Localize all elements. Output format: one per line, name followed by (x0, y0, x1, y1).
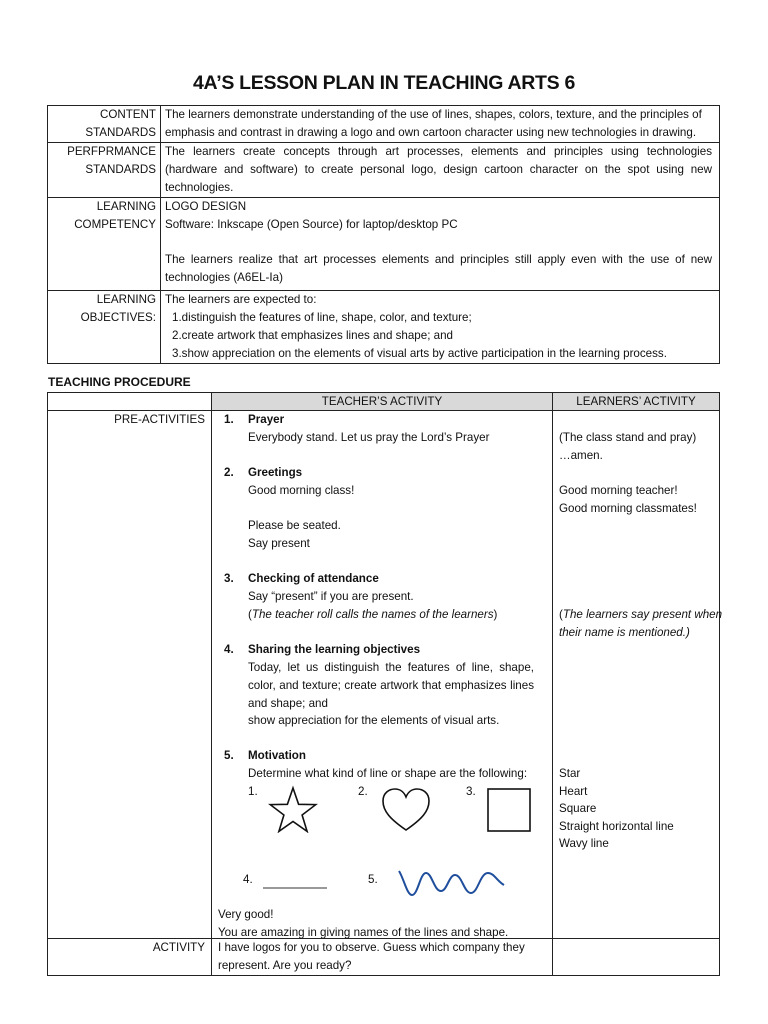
text-line: The learners are expected to: (165, 293, 317, 306)
objective-item: 1.distinguish the features of line, shape, color, and texture; (172, 311, 472, 324)
learning-competency-text (161, 198, 720, 291)
learning-competency-row (48, 198, 720, 291)
learning-objectives-row (48, 291, 720, 364)
step-number: 2. (224, 466, 234, 479)
label-line: OBJECTIVES: (80, 311, 156, 324)
text-line: LOGO DESIGN (165, 200, 247, 213)
teacher-line: Please be seated. (248, 519, 341, 532)
step-number: 1. (224, 413, 234, 426)
teacher-line: Say present (248, 537, 310, 550)
text-line: Software: Inkscape (Open Source) for laptop/desktop PC (165, 218, 458, 231)
section-title: TEACHING PROCEDURE (48, 375, 191, 389)
activity-row (48, 939, 720, 976)
answer-item: Square (559, 802, 597, 815)
text-line: The learners demonstrate understanding of the use of lines, shapes, colors, texture, and the principles of (165, 108, 702, 121)
label-line: LEARNING (96, 293, 156, 306)
label-line: LEARNING (96, 200, 156, 213)
shape-number: 1. (248, 785, 258, 798)
teacher-line: I have logos for you to observe. Guess which company they (218, 941, 525, 954)
pre-activities-teacher (212, 411, 553, 939)
text-line: technologies. (165, 181, 234, 194)
learner-line: …amen. (559, 449, 603, 462)
performance-standards-row (48, 143, 720, 198)
text-line: The learners create concepts through art processes, elements and principles using technologies (165, 145, 712, 158)
learning-competency-label (48, 198, 161, 291)
pre-activities-label: PRE-ACTIVITIES (48, 411, 212, 939)
label-line: PERFPRMANCE (67, 145, 156, 158)
label-line: STANDARDS (85, 163, 156, 176)
label-line: CONTENT (99, 108, 156, 121)
teacher-line: Today, let us distinguish the features of line, shape, (248, 661, 534, 674)
paren: ( (559, 608, 563, 621)
shape-number: 3. (466, 785, 476, 798)
teacher-line: Good morning class! (248, 484, 355, 497)
teacher-line: and shape; and (248, 697, 328, 710)
paren: ( (248, 608, 252, 621)
teacher-line: represent. Are you ready? (218, 959, 352, 972)
step-heading: Greetings (248, 466, 303, 479)
text-line: technologies (A6EL-Ia) (165, 271, 283, 284)
learning-objectives-label (48, 291, 161, 364)
step-heading: Prayer (248, 413, 285, 426)
paren: ) (493, 608, 498, 621)
step-heading: Checking of attendance (248, 572, 379, 585)
activity-learner (553, 939, 720, 976)
procedure-table (47, 392, 723, 976)
learner-line: Good morning teacher! (559, 484, 678, 497)
text-line: emphasis and contrast in drawing a logo and own cartoon character using new technologies in drawing. (165, 126, 697, 139)
answer-item: Wavy line (559, 837, 609, 850)
shape-number: 5. (368, 873, 378, 886)
performance-standards-text (161, 143, 720, 198)
teacher-line: Determine what kind of line or shape are the following: (248, 767, 528, 780)
header-learner: LEARNERS’ ACTIVITY (553, 393, 720, 411)
activity-label: ACTIVITY (48, 939, 212, 976)
activity-teacher (212, 939, 553, 976)
label-line: STANDARDS (85, 126, 156, 139)
text-line: The learners realize that art processes elements and principles still apply even with the use of new (165, 253, 712, 266)
learner-line (559, 606, 722, 624)
standards-table (47, 105, 720, 364)
header-empty (48, 393, 212, 411)
learner-line: (The class stand and pray) (559, 431, 697, 444)
content-standards-label (48, 106, 161, 143)
square-icon (486, 787, 532, 833)
pre-activities-row (48, 411, 720, 939)
objective-item: 2.create artwork that emphasizes lines and shape; and (172, 329, 453, 342)
teacher-line: Say “present” if you are present. (248, 590, 414, 603)
answer-item: Star (559, 767, 581, 780)
step-heading: Motivation (248, 749, 306, 762)
text-line: (hardware and software) to create personal logo, design cartoon character on the spot using new (165, 163, 712, 176)
procedure-header-row (48, 393, 720, 411)
italic-note: their name is mentioned.) (559, 626, 690, 639)
learner-line: Good morning classmates! (559, 502, 697, 515)
header-teacher: TEACHER’S ACTIVITY (212, 393, 553, 411)
teacher-line: color, and texture; create artwork that emphasizes lines (248, 679, 534, 692)
straight-line-icon (262, 885, 328, 891)
teacher-line: You are amazing in giving names of the lines and shape. (218, 926, 509, 939)
learning-objectives-text (161, 291, 720, 364)
star-icon (268, 785, 318, 833)
step-number: 4. (224, 643, 234, 656)
content-standards-row (48, 106, 720, 143)
performance-standards-label (48, 143, 161, 198)
shape-number: 2. (358, 785, 368, 798)
teacher-line: show appreciation for the elements of visual arts. (248, 714, 500, 727)
pre-activities-learner (553, 411, 723, 939)
teacher-line: Everybody stand. Let us pray the Lord’s Prayer (248, 431, 490, 444)
teacher-line: Very good! (218, 908, 274, 921)
content-standards-text (161, 106, 720, 143)
answer-item: Heart (559, 785, 588, 798)
teacher-line (248, 606, 497, 624)
page-title: 4A’S LESSON PLAN IN TEACHING ARTS 6 (192, 72, 576, 94)
answer-item: Straight horizontal line (559, 820, 674, 833)
shape-number: 4. (243, 873, 253, 886)
wavy-line-icon (396, 865, 508, 907)
label-line: COMPETENCY (74, 218, 156, 231)
objective-item: 3.show appreciation on the elements of visual arts by active participation in the learning process. (172, 347, 667, 360)
step-number: 3. (224, 572, 234, 585)
italic-note: The teacher roll calls the names of the learners (251, 608, 494, 621)
heart-icon (380, 787, 432, 833)
step-number: 5. (224, 749, 234, 762)
step-heading: Sharing the learning objectives (248, 643, 421, 656)
italic-note: The learners say present when (562, 608, 723, 621)
